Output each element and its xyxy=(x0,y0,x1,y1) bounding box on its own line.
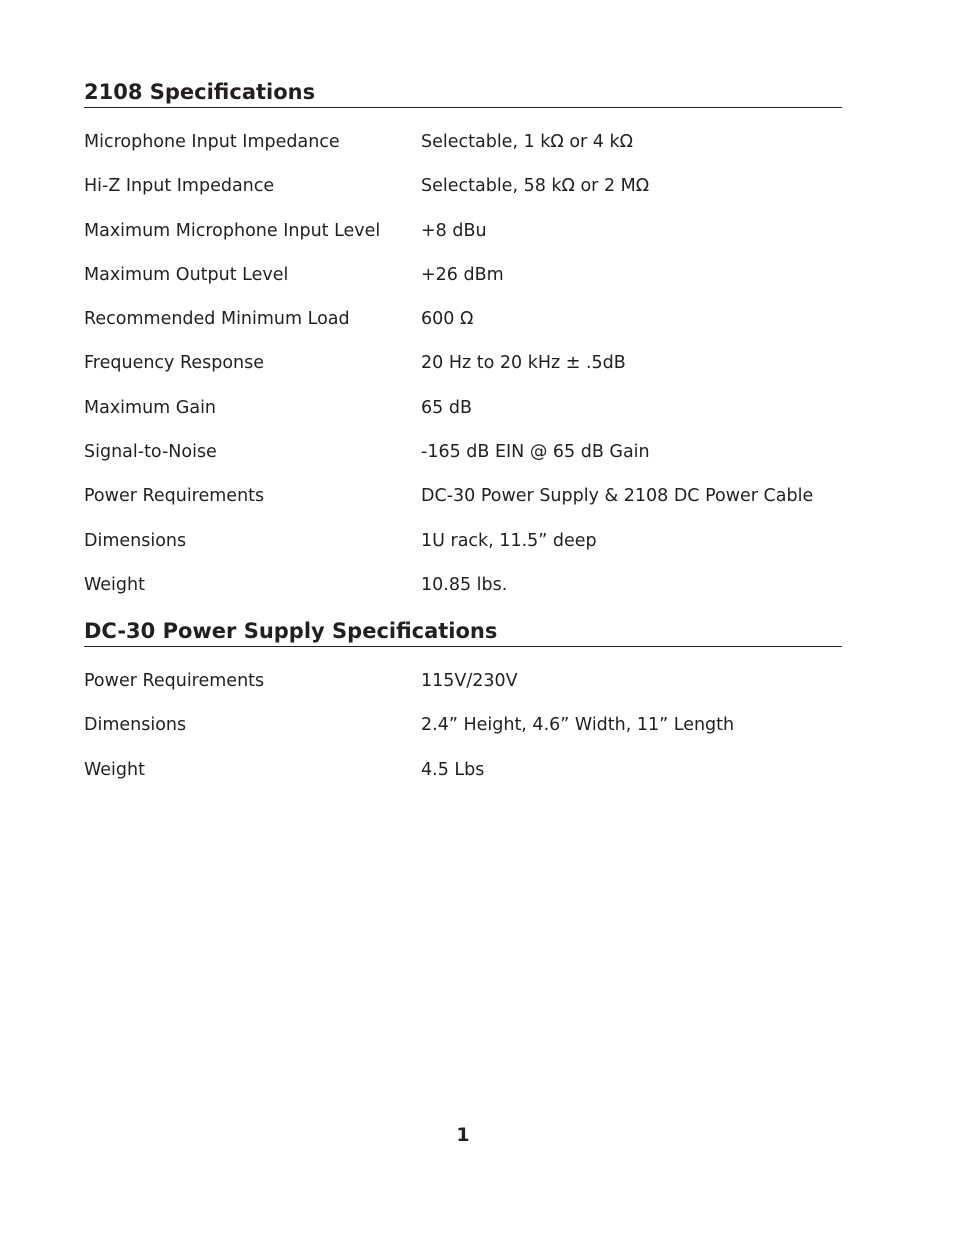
spec-row xyxy=(84,758,842,802)
spec-row xyxy=(84,573,842,617)
spec-list xyxy=(84,130,842,617)
spec-row xyxy=(84,351,842,395)
spec-value: +26 dBm xyxy=(421,264,504,285)
section-title: 2108 Specifications xyxy=(84,79,842,108)
spec-row xyxy=(84,263,842,307)
spec-label: Dimensions xyxy=(84,715,187,736)
spec-label: Maximum Gain xyxy=(84,397,217,418)
page-number: 1 xyxy=(456,1124,470,1146)
spec-value: 600 Ω xyxy=(421,309,474,330)
spec-row xyxy=(84,219,842,263)
spec-label: Hi-Z Input Impedance xyxy=(84,176,275,197)
spec-row xyxy=(84,669,842,713)
spec-list xyxy=(84,669,842,802)
spec-label: Frequency Response xyxy=(84,353,265,374)
spec-value: 2.4” Height, 4.6” Width, 11” Length xyxy=(421,715,735,736)
section-title: DC-30 Power Supply Specifications xyxy=(84,618,842,647)
spec-label: Power Requirements xyxy=(84,486,265,507)
spec-value: DC-30 Power Supply & 2108 DC Power Cable xyxy=(421,486,814,507)
spec-value: 115V/230V xyxy=(421,671,518,691)
spec-value: Selectable, 58 kΩ or 2 MΩ xyxy=(421,176,650,197)
section-2108-specifications xyxy=(84,79,842,617)
spec-value: 10.85 lbs. xyxy=(421,574,508,595)
spec-value: 65 dB xyxy=(421,397,472,418)
spec-row xyxy=(84,130,842,174)
spec-row xyxy=(84,307,842,351)
spec-value: Selectable, 1 kΩ or 4 kΩ xyxy=(421,132,634,152)
spec-row xyxy=(84,174,842,218)
spec-label: Weight xyxy=(84,759,145,780)
spec-label: Microphone Input Impedance xyxy=(84,132,340,152)
spec-value: -165 dB EIN @ 65 dB Gain xyxy=(421,442,650,463)
spec-value: 20 Hz to 20 kHz ± .5dB xyxy=(421,353,626,374)
spec-label: Weight xyxy=(84,574,145,595)
section-dc30-specifications xyxy=(84,618,842,802)
spec-value: 4.5 Lbs xyxy=(421,759,485,780)
spec-row xyxy=(84,529,842,573)
spec-row xyxy=(84,713,842,757)
spec-value: +8 dBu xyxy=(421,220,487,241)
spec-label: Power Requirements xyxy=(84,671,265,691)
spec-label: Maximum Output Level xyxy=(84,264,289,285)
spec-label: Recommended Minimum Load xyxy=(84,309,350,330)
spec-label: Maximum Microphone Input Level xyxy=(84,220,381,241)
spec-row xyxy=(84,396,842,440)
spec-label: Signal-to-Noise xyxy=(84,442,217,463)
spec-row xyxy=(84,440,842,484)
spec-value: 1U rack, 11.5” deep xyxy=(421,530,597,551)
spec-row xyxy=(84,484,842,528)
spec-label: Dimensions xyxy=(84,530,187,551)
